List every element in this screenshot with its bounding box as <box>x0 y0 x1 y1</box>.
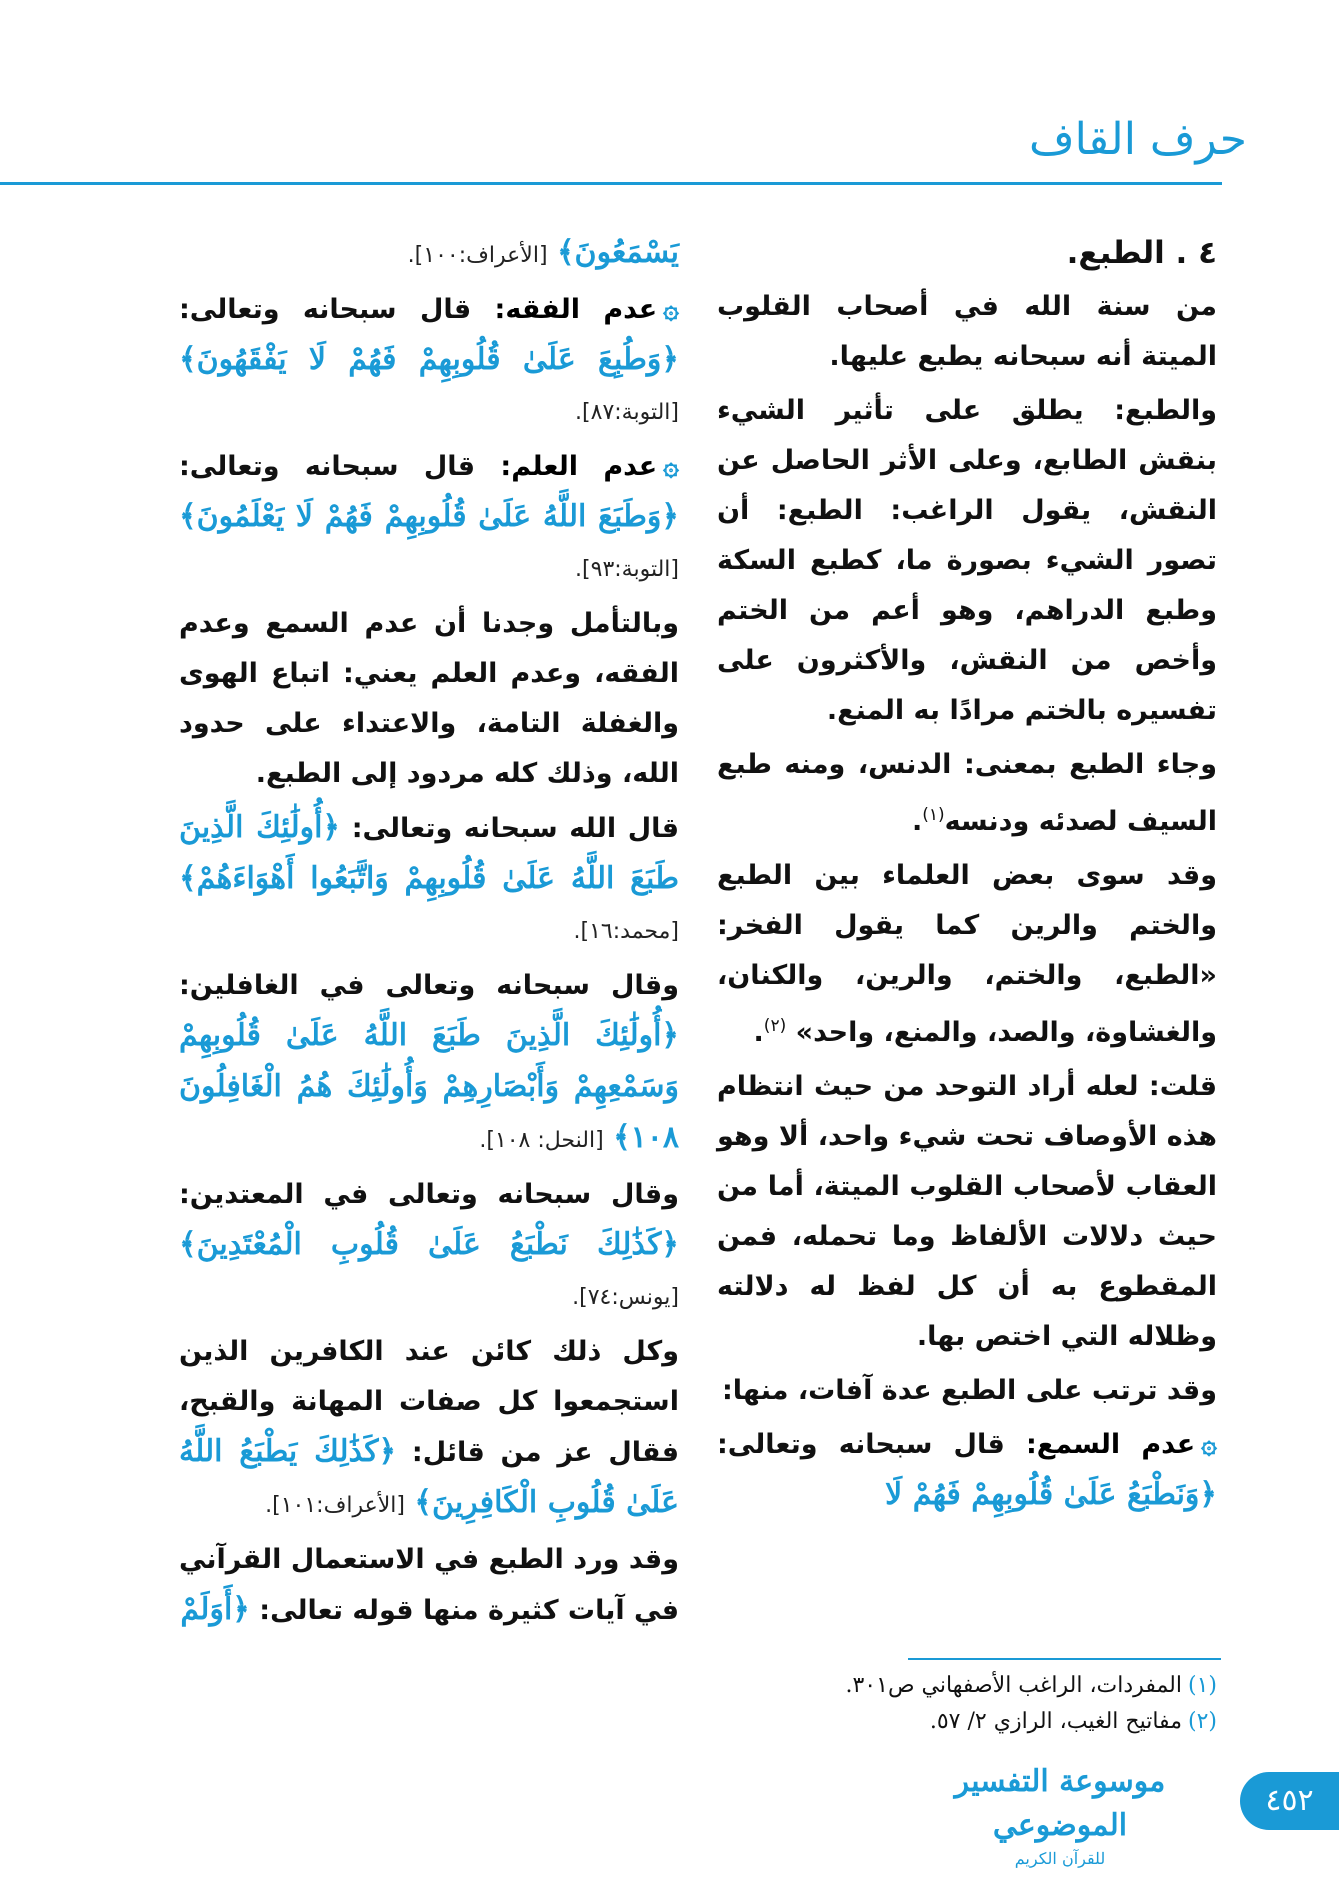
bullet-item <box>179 442 679 595</box>
page-number-badge: ٤٥٢ <box>1240 1772 1339 1830</box>
verse-reference: [التوبة:٩٣]. <box>575 557 679 582</box>
paragraph: والطبع: يطلق على تأثير الشيء بنقش الطابع، وعلى الأثر الحاصل عن النقش، يقول الراغب: الطبع: أن تصور الشيء بصورة ما، كطبع السكة وطبع الدراهم، وهو أعم من الختم وأخص من النقش، والأكثرون على تفسيره بالختم مرادًا به المنع. <box>717 395 1217 726</box>
paragraph: من سنة الله في أصحاب القلوب الميتة أنه سبحانه يطبع عليها. <box>717 291 1217 372</box>
quran-verse: ﴿أَوَلَمْ <box>180 1592 250 1627</box>
footnote-rule <box>908 1658 1221 1660</box>
verse-reference: [التوبة:٨٧]. <box>575 400 679 425</box>
bullet-term: عدم العلم: <box>500 451 658 482</box>
paragraph: وقد ترتب على الطبع عدة آفات، منها: <box>722 1375 1217 1406</box>
paragraph <box>179 1170 679 1323</box>
header-rule <box>0 182 1222 185</box>
bullet-text: قال سبحانه وتعالى: <box>717 1429 1005 1460</box>
verse-reference: [يونس:٧٤]. <box>572 1285 679 1310</box>
paragraph <box>179 961 679 1166</box>
paragraph <box>717 740 1217 847</box>
paragraph-text: قال الله سبحانه وتعالى: <box>351 813 680 844</box>
right-column <box>717 228 1217 1525</box>
quran-verse: يَسْمَعُونَ﴾ <box>556 235 679 270</box>
paragraph: قلت: لعله أراد التوحد من حيث انتظام هذه الأوصاف تحت شيء واحد، ألا وهو العقاب لأصحاب القلوب الميتة، أما من حيث دلالات الألفاظ وما تحمله، فمن المقطوع به أن كل لفظ له دلالته وظلاله التي اختص بها. <box>717 1071 1217 1352</box>
footnote-number: (١) <box>1187 1673 1217 1698</box>
paragraph-text: وقد ورد الطبع في الاستعمال القرآني في آيات كثيرة منها قوله تعالى: <box>179 1544 679 1626</box>
paragraph-end: . <box>753 1017 764 1048</box>
logo-title: موسوعة التفسير الموضوعي <box>954 1764 1166 1843</box>
footnote-number: (٢) <box>1187 1709 1217 1734</box>
verse-reference: [الأعراف:١٠١]. <box>265 1493 405 1518</box>
footnote-ref: (١) <box>922 805 945 825</box>
bullet-term: عدم الفقه: <box>494 294 658 325</box>
left-column <box>179 228 679 1640</box>
verse-reference: [الأعراف:١٠٠]. <box>407 243 548 268</box>
quran-verse: ﴿وَنَطْبَعُ عَلَىٰ قُلُوبِهِمْ فَهُمْ لَا <box>885 1477 1217 1512</box>
footnote-item <box>697 1668 1217 1704</box>
paragraph-text: وجاء الطبع بمعنى: الدنس، ومنه طبع السيف لصدئه ودنسه <box>717 749 1217 837</box>
paragraph <box>179 1327 679 1531</box>
bullet-icon: ۞ <box>1201 1429 1217 1460</box>
bullet-icon: ۞ <box>663 294 679 325</box>
encyclopedia-logo <box>920 1760 1200 1868</box>
quran-verse: ﴿كَذَٰلِكَ يَطْبَعُ اللَّهُ عَلَىٰ قُلُوبِ الْكَافِرِينَ﴾ <box>179 1434 679 1520</box>
bullet-term: عدم السمع: <box>1025 1429 1196 1460</box>
paragraph-text: وقال سبحانه وتعالى في الغافلين: <box>179 970 679 1001</box>
section-heading: ٤ . الطبع. <box>1066 235 1217 271</box>
bullet-text: قال سبحانه وتعالى: <box>179 294 472 325</box>
paragraph <box>717 851 1217 1058</box>
quran-verse: ﴿وَطُبِعَ عَلَىٰ قُلُوبِهِمْ فَهُمْ لَا يَفْقَهُونَ﴾ <box>179 342 679 377</box>
quran-verse: ﴿كَذَٰلِكَ نَطْبَعُ عَلَىٰ قُلُوبِ الْمُعْتَدِينَ﴾ <box>179 1227 679 1262</box>
paragraph-text: وقد سوى بعض العلماء بين الطبع والختم والرين كما يقول الفخر: «الطبع، والختم، والرين، والكنان، والغشاوة، والصد، والمنع، واحد» <box>717 860 1217 1048</box>
footnote-item <box>697 1704 1217 1740</box>
quran-verse: ﴿أُولَٰئِكَ الَّذِينَ طَبَعَ اللَّهُ عَلَىٰ قُلُوبِهِمْ وَاتَّبَعُوا أَهْوَاءَهُمْ﴾ <box>179 810 679 896</box>
paragraph-text: وقال سبحانه وتعالى في المعتدين: <box>179 1179 679 1210</box>
bullet-item <box>179 285 679 438</box>
paragraph: وبالتأمل وجدنا أن عدم السمع وعدم الفقه، وعدم العلم يعني: اتباع الهوى والغفلة التامة، والاعتداء على حدود الله، وذلك كله مردود إلى الطبع. <box>179 608 679 789</box>
paragraph-end: . <box>911 806 923 837</box>
footnote-text: المفردات، الراغب الأصفهاني ص٣٠١. <box>845 1673 1182 1698</box>
logo-subtitle: للقرآن الكريم <box>1014 1849 1106 1868</box>
paragraph-text: وكل ذلك كائن عند الكافرين الذين استجمعوا كل صفات المهانة والقبح، فقال عز من قائل: <box>179 1336 680 1468</box>
footnotes <box>697 1668 1217 1740</box>
verse-continuation <box>179 228 679 281</box>
bullet-text: قال سبحانه وتعالى: <box>179 451 476 482</box>
verse-reference: [محمد:١٦]. <box>573 919 679 944</box>
paragraph <box>179 1535 679 1636</box>
footnote-text: مفاتيح الغيب، الرازي ٢/ ٥٧. <box>929 1709 1182 1734</box>
quran-verse: ﴿وَطَبَعَ اللَّهُ عَلَىٰ قُلُوبِهِمْ فَهُمْ لَا يَعْلَمُونَ﴾ <box>179 499 679 534</box>
verse-reference: [النحل: ١٠٨]. <box>479 1128 604 1153</box>
paragraph <box>179 803 679 957</box>
footnote-ref: (٢) <box>763 1016 787 1036</box>
bullet-icon: ۞ <box>663 451 679 482</box>
quran-verse: ﴿أُولَٰئِكَ الَّذِينَ طَبَعَ اللَّهُ عَلَىٰ قُلُوبِهِمْ وَسَمْعِهِمْ وَأَبْصَارِهِمْ وَأُولَٰئِكَ هُمُ الْغَافِلُونَ ١٠٨﴾ <box>179 1018 679 1155</box>
page-header-title: حرف القاف <box>1029 114 1247 165</box>
bullet-item <box>717 1420 1217 1521</box>
